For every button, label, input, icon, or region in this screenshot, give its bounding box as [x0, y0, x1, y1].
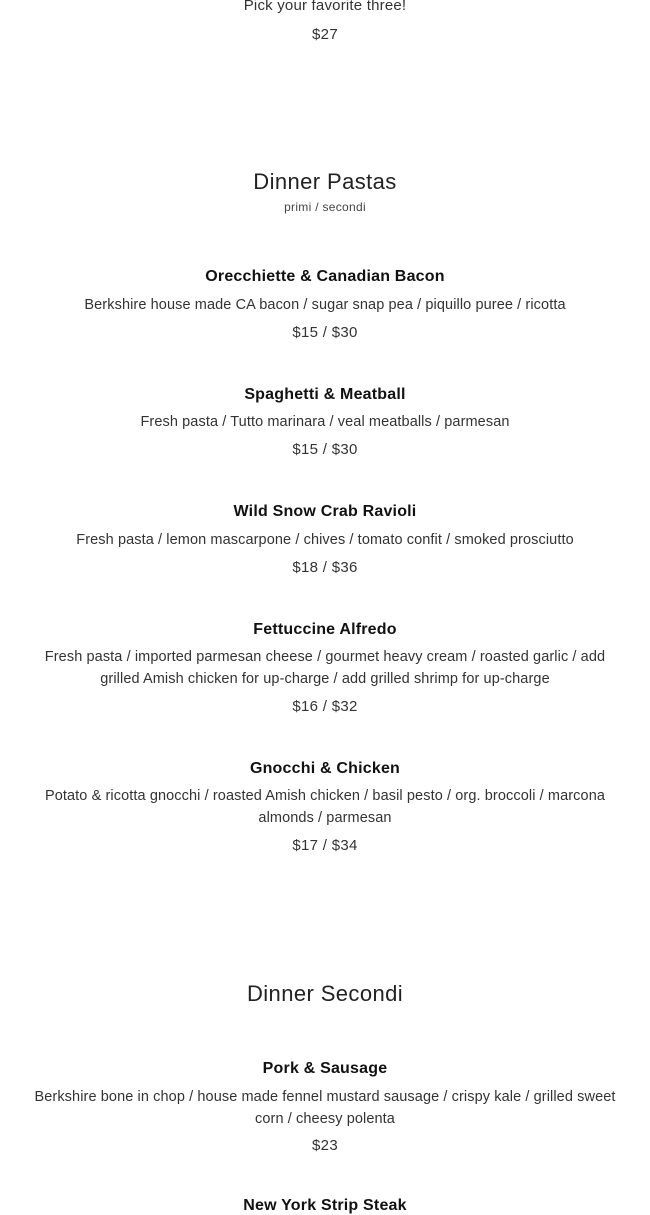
dish-name: Spaghetti & Meatball — [244, 386, 406, 403]
dish-price: $17 / $34 — [292, 837, 358, 854]
dish-name: Fettuccine Alfredo — [253, 621, 397, 638]
dish-name: Orecchiette & Canadian Bacon — [205, 268, 445, 285]
dish-description: Berkshire house made CA bacon / sugar snap pea / piquillo puree / ricotta — [84, 297, 566, 313]
dish-description: Berkshire bone in chop / house made fennel mustard sausage / crispy kale / grilled sweet corn / cheesy polenta — [34, 1089, 616, 1127]
dish-price: $16 / $32 — [292, 698, 358, 715]
section-title-secondi: Dinner Secondi — [246, 981, 404, 1006]
dish-price: $18 / $36 — [292, 559, 358, 576]
dish-description: Fresh pasta / lemon mascarpone / chives / tomato confit / smoked prosciutto — [76, 532, 574, 548]
dish-name: New York Strip Steak — [243, 1197, 407, 1214]
dish-name: Pork & Sausage — [262, 1060, 388, 1077]
intro-price: $27 — [312, 26, 338, 43]
intro-text: Pick your favorite three! — [243, 0, 407, 14]
dish-name: Gnocchi & Chicken — [249, 760, 401, 777]
section-subtitle-pastas: primi / secondi — [284, 200, 366, 214]
dish-price: $23 — [312, 1137, 338, 1154]
dish-description: Fresh pasta / Tutto marinara / veal meatballs / parmesan — [140, 414, 510, 430]
section-title-pastas: Dinner Pastas — [253, 169, 397, 194]
dish-description: Fresh pasta / imported parmesan cheese / gourmet heavy cream / roasted garlic / add grilled Amish chicken for up-charge / add grilled shrimp for up-charge — [44, 649, 606, 687]
dish-price: $15 / $30 — [292, 324, 358, 341]
dish-name: Wild Snow Crab Ravioli — [233, 503, 417, 520]
dish-price: $15 / $30 — [292, 441, 358, 458]
dish-description: Potato & ricotta gnocchi / roasted Amish chicken / basil pesto / org. broccoli / marcona almonds / parmesan — [44, 788, 606, 826]
